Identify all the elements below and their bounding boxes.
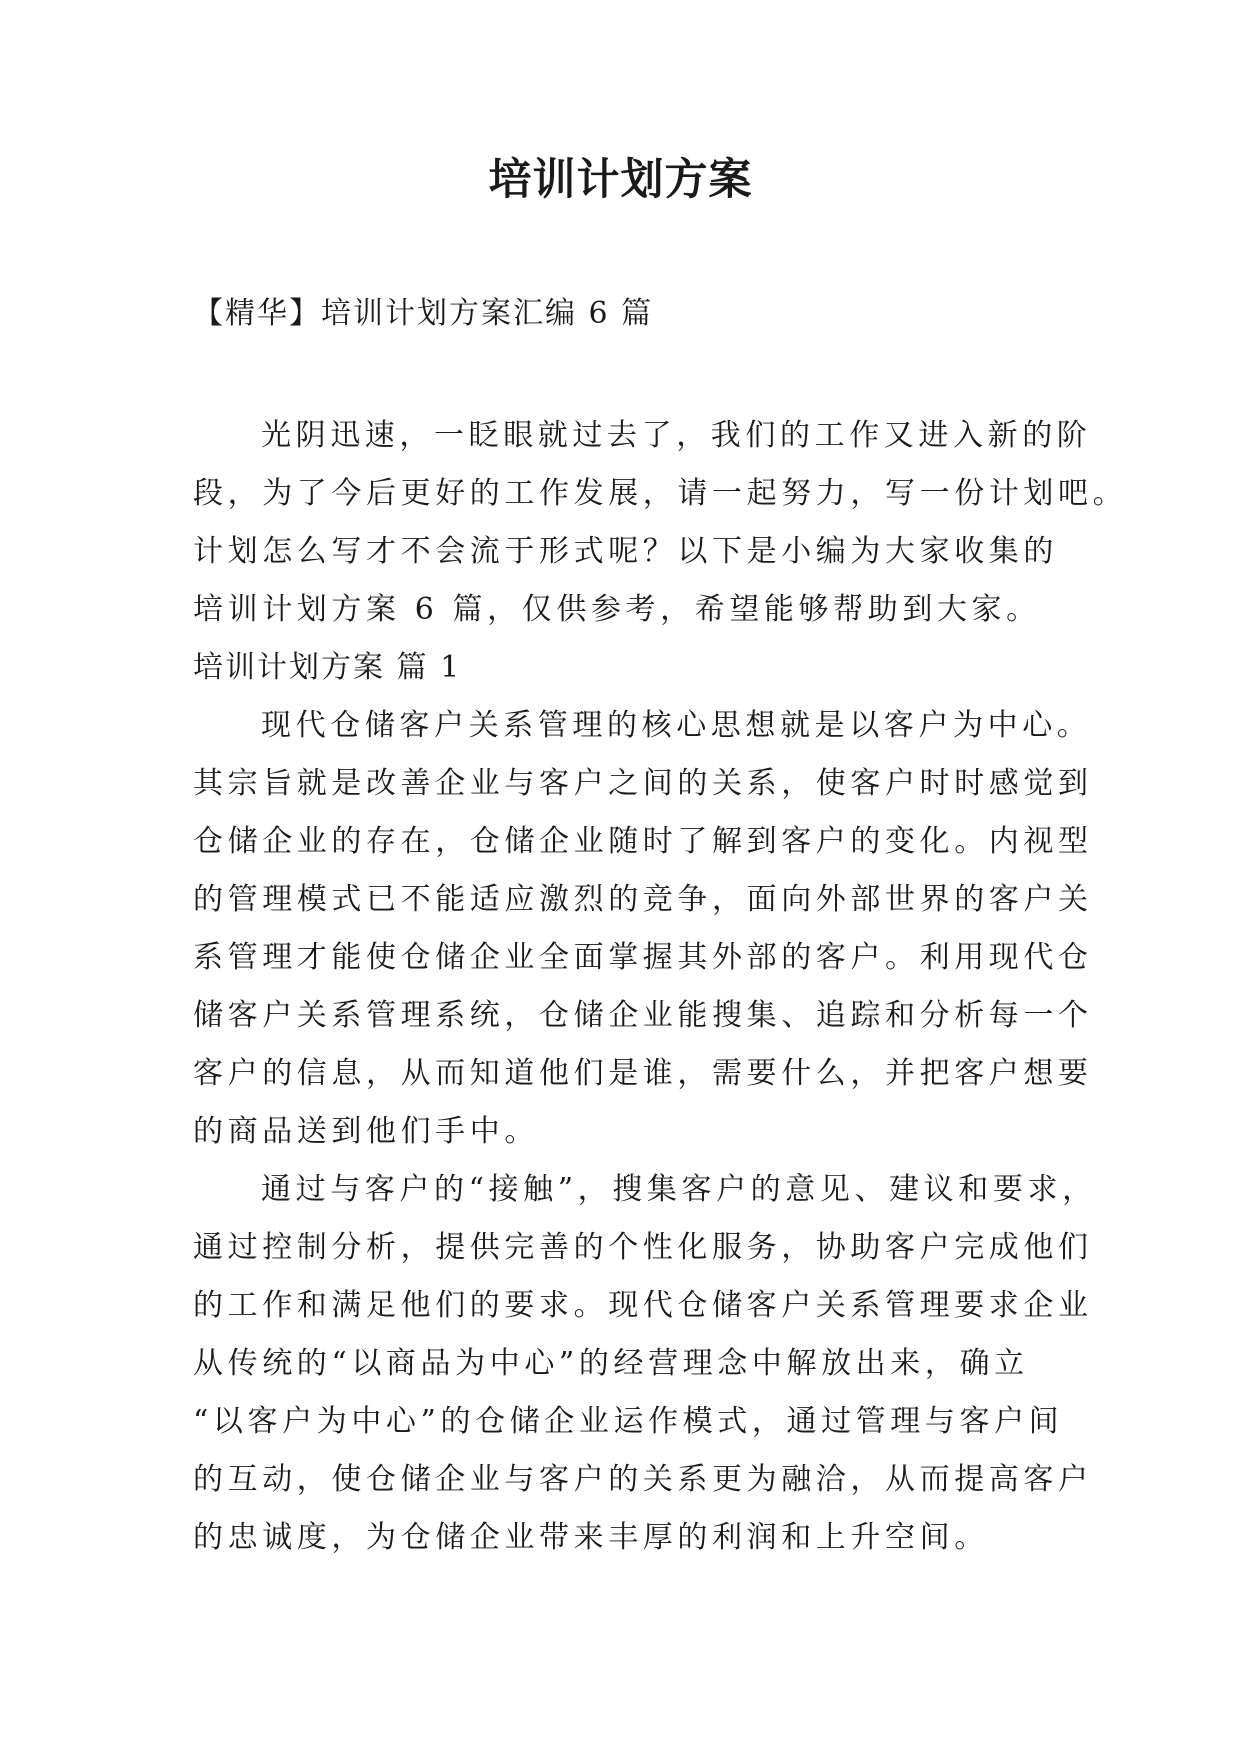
paragraph-line: 的互动，使仓储企业与客户的关系更为融洽，从而提高客户 xyxy=(193,1462,1093,1497)
intro-paragraph xyxy=(193,407,1128,639)
document-subtitle: 【精华】培训计划方案汇编 6 篇 xyxy=(193,296,654,331)
paragraph-line: 通过与客户的“接触”，搜集客户的意见、建议和要求， xyxy=(261,1172,1097,1207)
document-body xyxy=(193,407,1128,1567)
paragraph-1 xyxy=(193,697,1093,1161)
paragraph-line: “以客户为中心”的仓储企业运作模式，通过管理与客户间 xyxy=(193,1404,1064,1439)
paragraph-line: 现代仓储客户关系管理的核心思想就是以客户为中心。 xyxy=(261,708,1092,743)
paragraph-line: 客户的信息，从而知道他们是谁，需要什么，并把客户想要 xyxy=(193,1056,1093,1091)
intro-line: 计划怎么写才不会流于形式呢？以下是小编为大家收集的 xyxy=(193,534,1058,569)
paragraph-2 xyxy=(193,1161,1097,1567)
paragraph-line: 的商品送到他们手中。 xyxy=(193,1114,539,1149)
paragraph-line: 系管理才能使仓储企业全面掌握其外部的客户。利用现代仓 xyxy=(193,940,1093,975)
paragraph-line: 从传统的“以商品为中心”的经营理念中解放出来，确立 xyxy=(193,1346,1029,1381)
document-title: 培训计划方案 xyxy=(488,155,753,205)
section-heading: 培训计划方案 篇 1 xyxy=(193,650,462,685)
intro-line: 段，为了今后更好的工作发展，请一起努力，写一份计划吧。 xyxy=(193,476,1128,511)
intro-line: 培训计划方案 6 篇，仅供参考，希望能够帮助到大家。 xyxy=(193,592,1041,627)
paragraph-line: 通过控制分析，提供完善的个性化服务，协助客户完成他们 xyxy=(193,1230,1093,1265)
paragraph-line: 储客户关系管理系统，仓储企业能搜集、追踪和分析每一个 xyxy=(193,998,1093,1033)
paragraph-line: 的忠诚度，为仓储企业带来丰厚的利润和上升空间。 xyxy=(193,1520,989,1555)
paragraph-line: 其宗旨就是改善企业与客户之间的关系，使客户时时感觉到 xyxy=(193,766,1093,801)
paragraph-line: 的管理模式已不能适应激烈的竞争，面向外部世界的客户关 xyxy=(193,882,1093,917)
paragraph-line: 仓储企业的存在，仓储企业随时了解到客户的变化。内视型 xyxy=(193,824,1093,859)
paragraph-line: 的工作和满足他们的要求。现代仓储客户关系管理要求企业 xyxy=(193,1288,1093,1323)
intro-line: 光阴迅速，一眨眼就过去了，我们的工作又进入新的阶 xyxy=(261,418,1092,453)
